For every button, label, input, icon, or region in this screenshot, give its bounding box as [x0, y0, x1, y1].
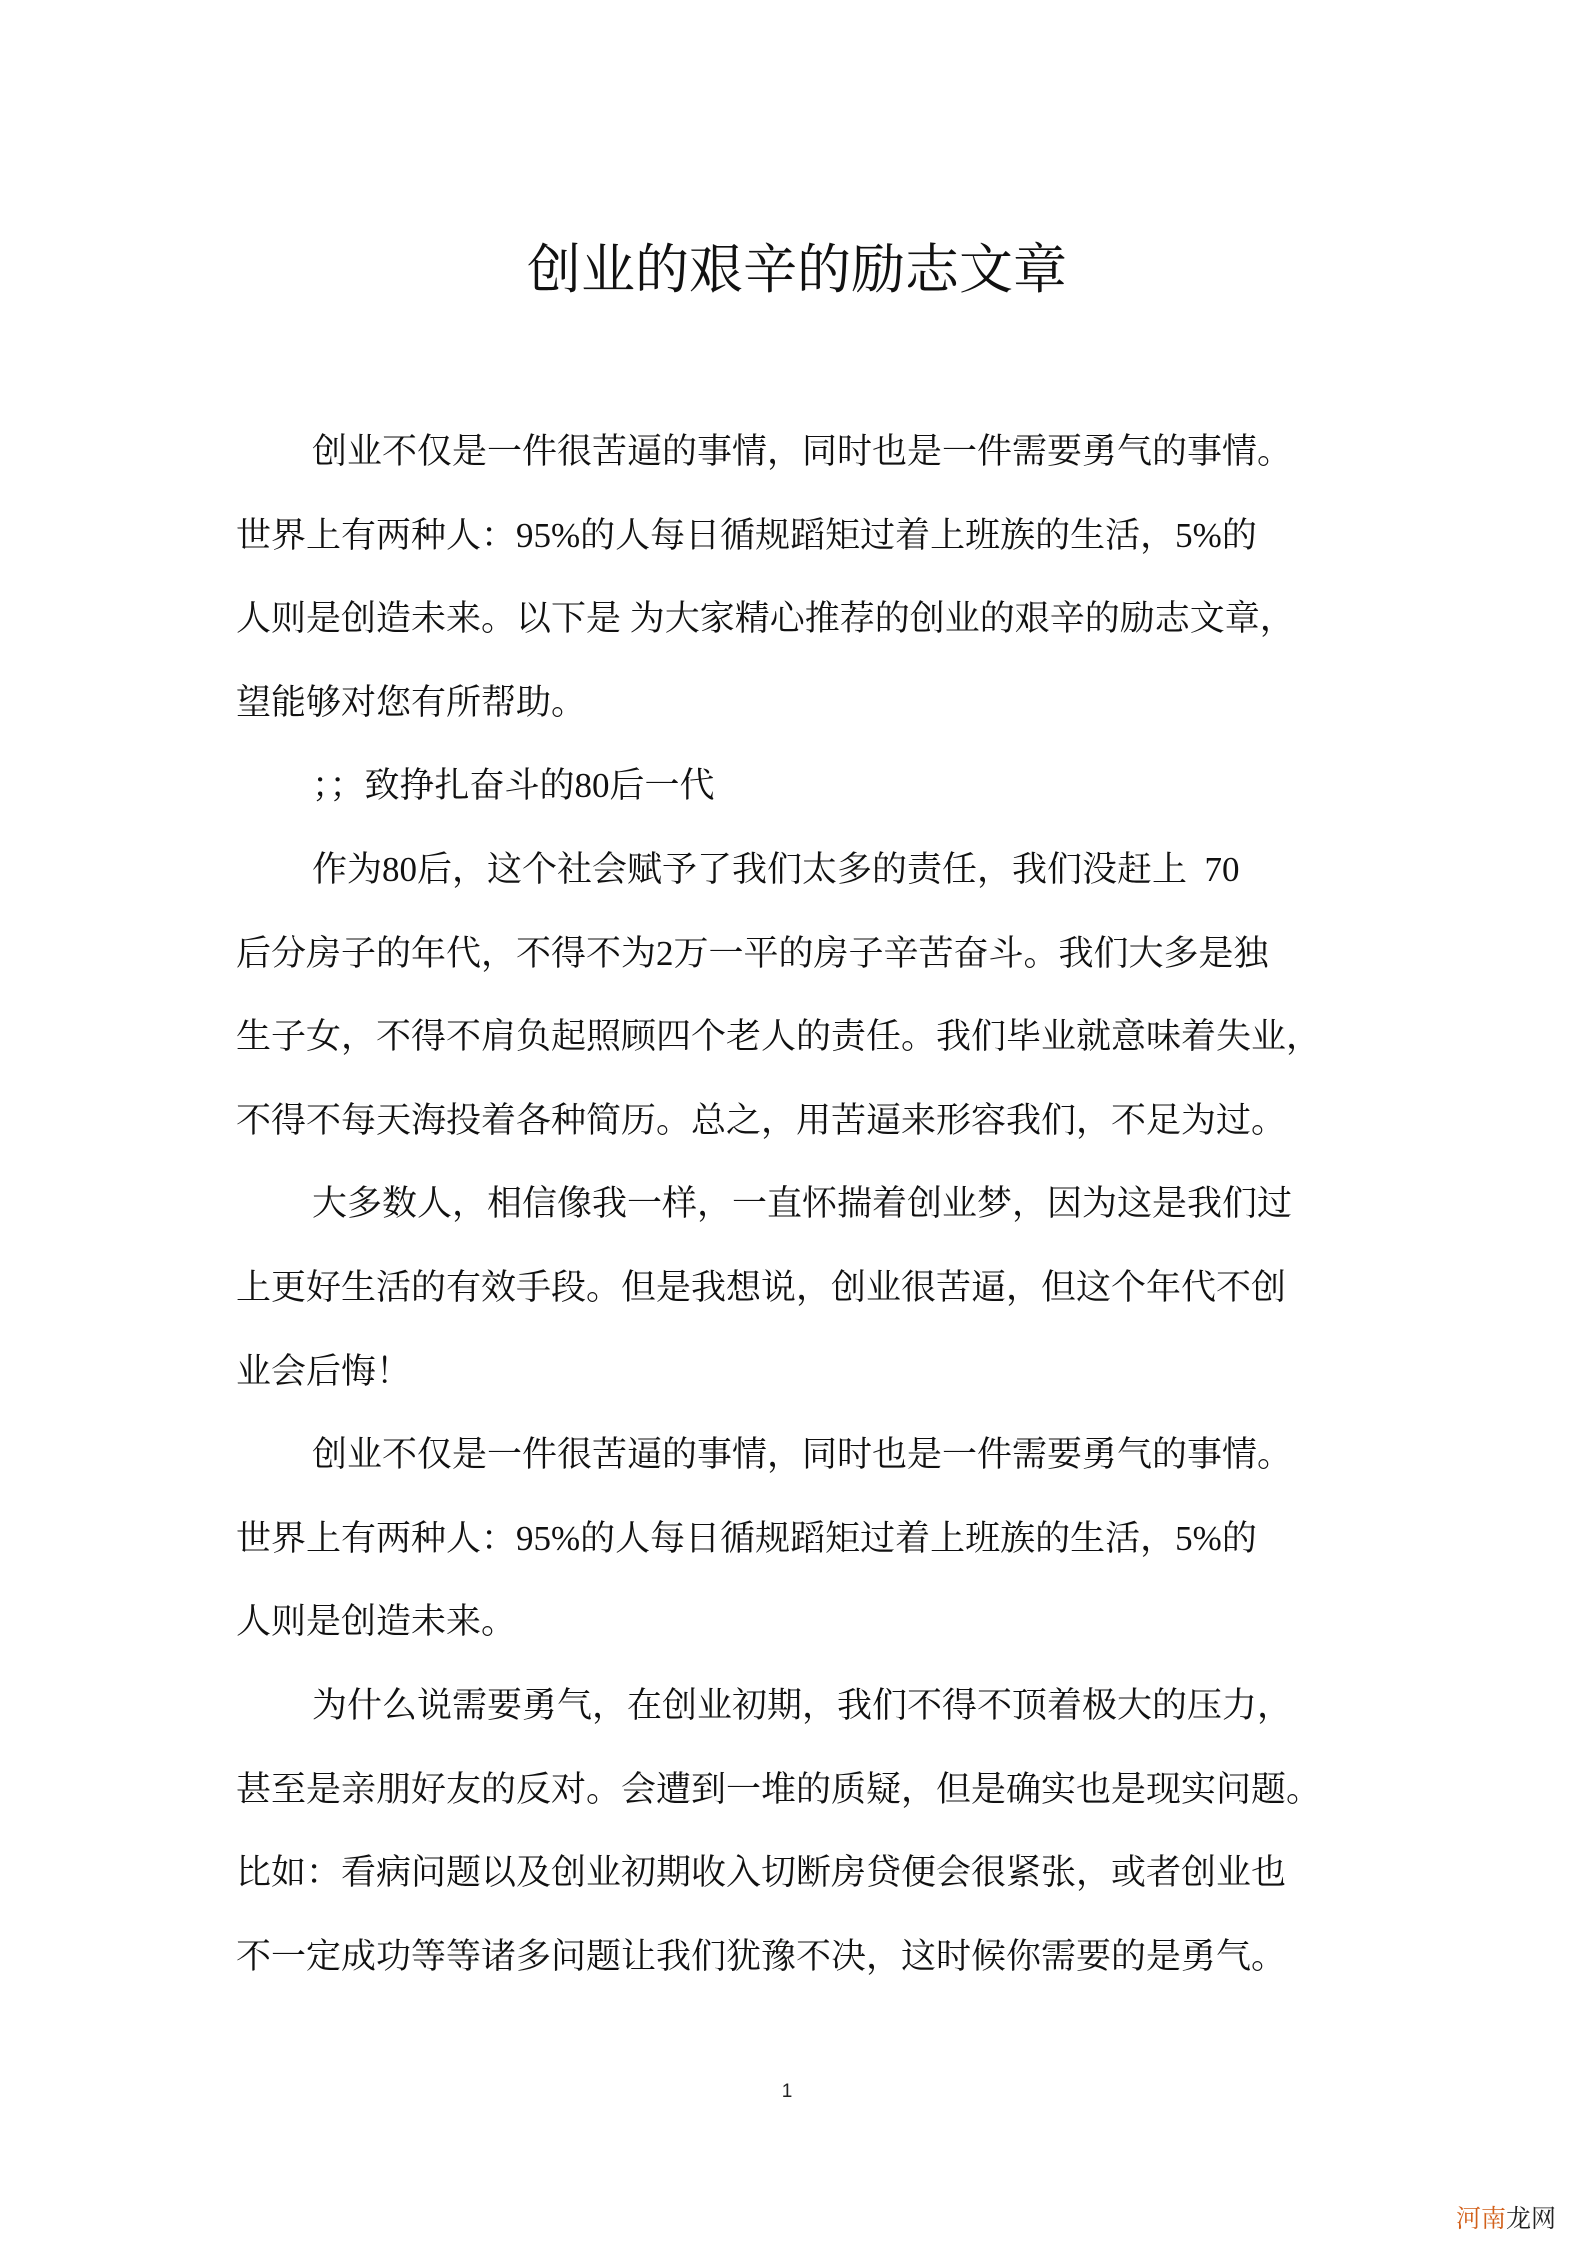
text-line: 生子女，不得不肩负起照顾四个老人的责任。我们毕业就意味着失业，: [236, 1017, 1322, 1057]
text-line: 业会后悔！: [236, 1351, 412, 1391]
paragraph-dream: [236, 1178, 1356, 1429]
watermark-text-dark: 龙网: [1506, 2204, 1557, 2233]
document-title: 创业的艰辛的励志文章: [527, 240, 1067, 300]
text-line: 人则是创造未来。以下是 为大家精心推荐的创业的艰辛的励志文章，: [236, 599, 1295, 639]
page-number: 1: [781, 2081, 793, 2102]
text-line: 人则是创造未来。: [236, 1602, 517, 1642]
paragraph-courage: [236, 1429, 1356, 1680]
text-line: 后分房子的年代，不得不为2万一平的房子辛苦奋斗。我们大多是独: [236, 933, 1269, 973]
text-line: 大多数人，相信像我一样，一直怀揣着创业梦，因为这是我们过: [312, 1184, 1293, 1224]
text-line: 为什么说需要勇气，在创业初期，我们不得不顶着极大的压力，: [312, 1685, 1293, 1725]
text-line: ；；致挣扎奋斗的80后一代: [312, 766, 715, 806]
text-line: 比如：看病问题以及创业初期收入切断房贷便会很紧张，或者创业也: [236, 1853, 1287, 1893]
paragraph-why-courage: [236, 1680, 1356, 2014]
paragraph-80s: [236, 844, 1356, 1178]
text-line: 上更好生活的有效手段。但是我想说，创业很苦逼，但这个年代不创: [236, 1267, 1287, 1307]
text-line: 望能够对您有所帮助。: [236, 682, 587, 722]
text-line: 甚至是亲朋好友的反对。会遭到一堆的质疑，但是确实也是现实问题。: [236, 1769, 1322, 1809]
text-line: 不一定成功等等诸多问题让我们犹豫不决，这时候你需要的是勇气。: [236, 1936, 1287, 1976]
text-line: 创业不仅是一件很苦逼的事情，同时也是一件需要勇气的事情。: [312, 1435, 1293, 1475]
text-line: 创业不仅是一件很苦逼的事情，同时也是一件需要勇气的事情。: [312, 432, 1293, 471]
text-line: 世界上有两种人：95%的人每日循规蹈矩过着上班族的生活，5%的: [236, 515, 1257, 555]
section-heading: [236, 760, 1356, 844]
document-body: [236, 426, 1356, 2014]
text-line: 不得不每天海投着各种简历。总之，用苦逼来形容我们，不足为过。: [236, 1100, 1287, 1140]
text-line: 世界上有两种人：95%的人每日循规蹈矩过着上班族的生活，5%的: [236, 1518, 1257, 1558]
watermark-text-orange: 河南: [1456, 2204, 1507, 2233]
paragraph-intro: [236, 426, 1356, 760]
site-watermark: [1456, 2203, 1556, 2235]
text-line: 作为80后，这个社会赋予了我们太多的责任，我们没赶上 70: [312, 849, 1240, 889]
